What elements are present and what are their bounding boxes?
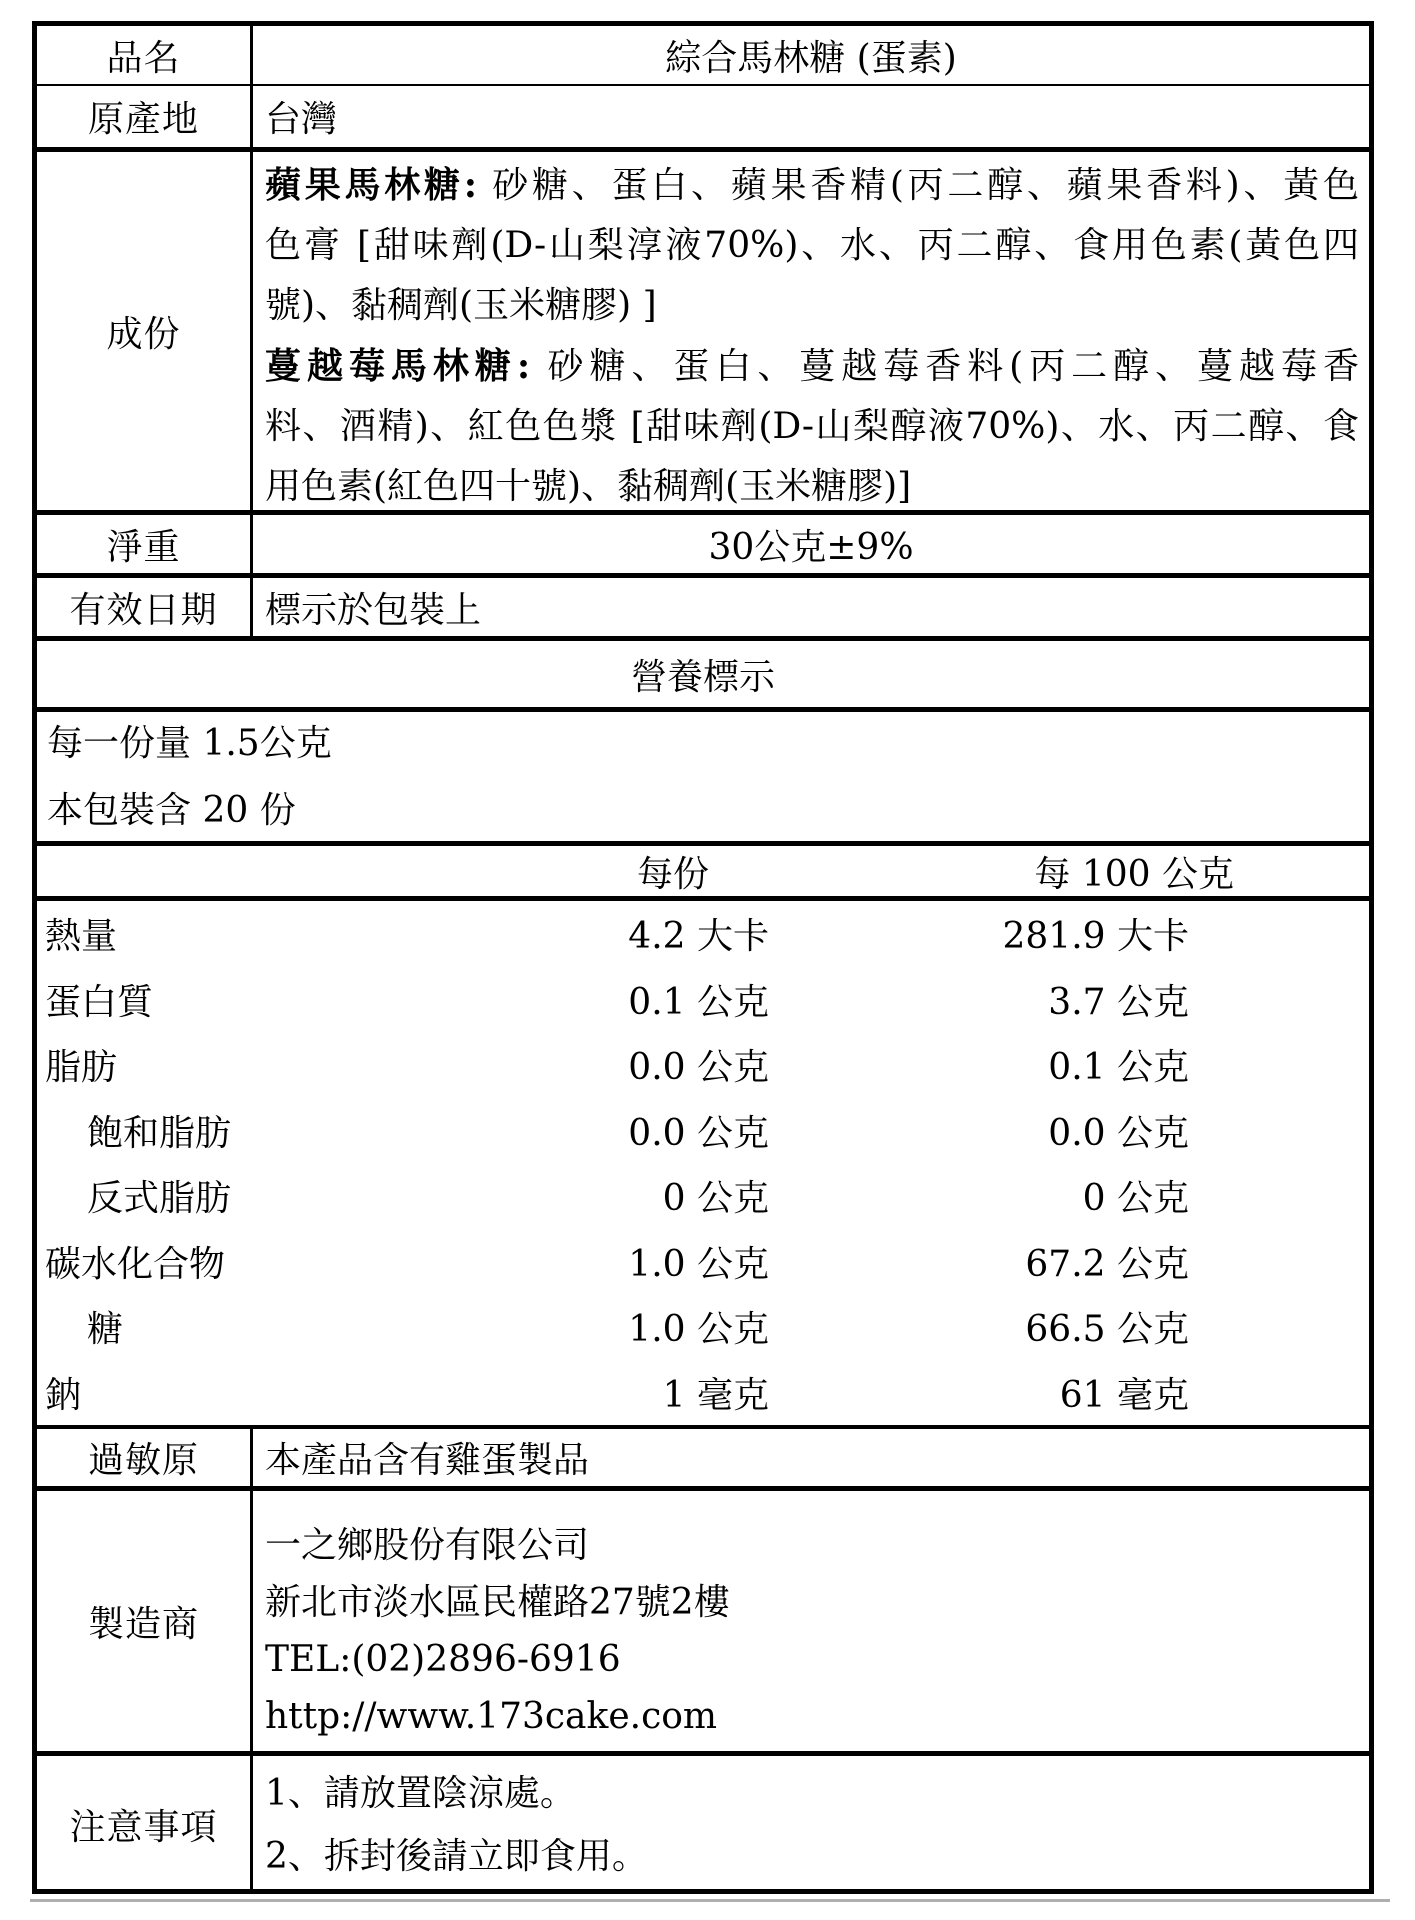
nutrition-section-title: 營養標示 xyxy=(630,656,775,698)
row-nutrition-header xyxy=(37,846,1369,901)
row-net-weight xyxy=(37,515,1369,578)
nutrition-row xyxy=(37,1229,1369,1295)
row-nutrition-title xyxy=(37,641,1369,712)
manufacturer-label: 製造商 xyxy=(37,1491,253,1751)
note-line: 1、請放置陰涼處。 xyxy=(265,1773,576,1814)
nutrient-per-100g: 281.9 大卡 xyxy=(1002,916,1189,958)
nutrient-name: 蛋白質 xyxy=(45,981,154,1023)
nutrient-per-serving: 0.0 公克 xyxy=(628,1047,769,1089)
row-serving-info xyxy=(37,712,1369,846)
nutrient-per-100g: 66.5 公克 xyxy=(1025,1309,1189,1351)
ingredient-line: 號)、黏稠劑(玉米糖膠) ] xyxy=(265,285,657,326)
ingredient-line: 用色素(紅色四十號)、黏稠劑(玉米糖膠)] xyxy=(265,466,912,507)
col-header-per-serving: 每份 xyxy=(636,853,709,895)
nutrient-per-serving: 0.0 公克 xyxy=(628,1112,769,1154)
nutrient-name: 糖 xyxy=(87,1309,124,1351)
row-allergen xyxy=(37,1429,1369,1491)
nutrient-per-100g: 0.1 公克 xyxy=(1048,1047,1189,1089)
row-expiry xyxy=(37,578,1369,641)
ingredient-subproduct-name: 蔓越莓馬林糖: xyxy=(265,345,531,387)
nutrition-row xyxy=(37,901,1369,967)
product-spec-table xyxy=(32,21,1374,1894)
note-line: 2、拆封後請立即食用。 xyxy=(265,1836,648,1877)
row-manufacturer xyxy=(37,1491,1369,1756)
row-ingredients xyxy=(37,152,1369,515)
product-name-label: 品名 xyxy=(37,26,253,84)
allergen-label: 過敏原 xyxy=(37,1429,253,1486)
origin-label: 原產地 xyxy=(37,86,253,147)
nutrient-per-serving: 1.0 公克 xyxy=(628,1243,769,1285)
nutrient-per-serving: 0.1 公克 xyxy=(628,981,769,1023)
nutrient-name: 反式脂肪 xyxy=(87,1178,232,1220)
product-name-value: 綜合馬林糖 (蛋素) xyxy=(665,37,957,79)
nutrition-row xyxy=(37,1294,1369,1360)
nutrition-row xyxy=(37,1098,1369,1164)
nutrition-row xyxy=(37,1163,1369,1229)
nutrition-row xyxy=(37,1360,1369,1426)
nutrient-per-serving: 1.0 公克 xyxy=(628,1309,769,1351)
nutrient-name: 鈉 xyxy=(45,1374,82,1416)
manufacturer-line: 新北市淡水區民權路27號2樓 xyxy=(265,1582,730,1623)
manufacturer-line: TEL:(02)2896-6916 xyxy=(265,1639,621,1680)
serving-size: 每一份量 1.5公克 xyxy=(47,722,332,764)
origin-value: 台灣 xyxy=(265,99,338,140)
nutrient-name: 脂肪 xyxy=(45,1047,118,1089)
manufacturer-info xyxy=(253,1491,1369,1751)
row-origin xyxy=(37,86,1369,152)
scan-artifact-line xyxy=(30,1899,1390,1902)
ingredients-label: 成份 xyxy=(37,152,253,510)
manufacturer-line: http://www.173cake.com xyxy=(265,1696,718,1737)
nutrient-name: 飽和脂肪 xyxy=(87,1112,232,1154)
ingredient-subproduct-name: 蘋果馬林糖: xyxy=(265,164,478,206)
manufacturer-line: 一之鄉股份有限公司 xyxy=(265,1525,590,1566)
row-notes xyxy=(37,1756,1369,1893)
nutrient-per-100g: 0.0 公克 xyxy=(1048,1112,1189,1154)
nutrition-row xyxy=(37,967,1369,1033)
nutrient-per-100g: 67.2 公克 xyxy=(1025,1243,1189,1285)
nutrient-name: 碳水化合物 xyxy=(45,1243,226,1285)
row-product-name xyxy=(37,26,1369,86)
notes-text xyxy=(253,1756,1369,1893)
net-weight-label: 淨重 xyxy=(37,515,253,573)
nutrient-per-serving: 1 毫克 xyxy=(662,1374,769,1416)
expiry-value: 標示於包裝上 xyxy=(265,589,482,631)
ingredient-line: 色膏 [甜味劑(D-山梨淳液70%)、水、丙二醇、食用色素(黃色四 xyxy=(265,225,1359,266)
nutrient-per-serving: 0 公克 xyxy=(662,1178,769,1220)
nutrition-row xyxy=(37,1032,1369,1098)
nutrient-name: 熱量 xyxy=(45,916,118,958)
ingredient-line: 料、酒精)、紅色色漿 [甜味劑(D-山梨醇液70%)、水、丙二醇、食 xyxy=(265,406,1359,447)
ingredient-line: 蔓越莓馬林糖: 砂糖、蛋白、蔓越莓香料(丙二醇、蔓越莓香 xyxy=(265,345,1359,387)
notes-label: 注意事項 xyxy=(37,1756,253,1893)
nutrient-per-100g: 3.7 公克 xyxy=(1048,981,1189,1023)
servings-per-pack: 本包裝含 20 份 xyxy=(47,789,296,831)
nutrition-rows xyxy=(37,901,1369,1429)
allergen-value: 本產品含有雞蛋製品 xyxy=(265,1440,590,1481)
ingredient-line: 蘋果馬林糖: 砂糖、蛋白、蘋果香精(丙二醇、蘋果香料)、黃色 xyxy=(265,164,1359,206)
nutrient-per-100g: 0 公克 xyxy=(1082,1178,1189,1220)
expiry-label: 有效日期 xyxy=(37,578,253,636)
col-header-per-100g: 每 100 公克 xyxy=(1034,853,1234,895)
nutrient-per-100g: 61 毫克 xyxy=(1059,1374,1189,1416)
nutrient-per-serving: 4.2 大卡 xyxy=(628,916,769,958)
net-weight-value: 30公克±9% xyxy=(708,526,914,568)
ingredients-text xyxy=(253,152,1369,510)
